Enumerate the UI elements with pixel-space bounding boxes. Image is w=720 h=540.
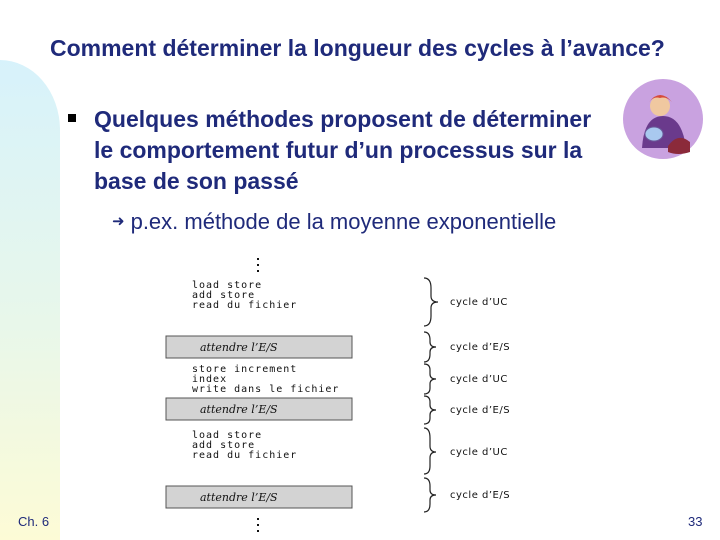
wait-io-label: attendre l’E/S — [200, 403, 278, 416]
cycle-label: cycle d’E/S — [450, 342, 511, 353]
cpu-io-burst-diagram — [160, 252, 560, 540]
io-burst-brace — [424, 396, 436, 424]
bullet-level2-text: p.ex. méthode de la moyenne exponentielle — [130, 209, 557, 234]
cycle-label: cycle d’E/S — [450, 405, 511, 416]
instruction-line: read du fichier — [192, 450, 298, 461]
top-ellipsis-dots — [257, 258, 259, 272]
instruction-line: store increment — [192, 364, 298, 375]
instruction-line: index — [192, 374, 228, 385]
io-burst-brace — [424, 332, 436, 362]
bullet-level2 — [112, 208, 556, 236]
slide-title: Comment déterminer la longueur des cycles à l’avance? — [50, 35, 665, 61]
instruction-line: add store — [192, 440, 256, 451]
instruction-line: write dans le fichier — [192, 384, 340, 395]
bottom-ellipsis-dots — [257, 518, 259, 532]
square-bullet-icon — [68, 114, 76, 122]
bullet-level1-text: Quelques méthodes proposent de déterminer le comportement futur d’un processus sur la base de son passé — [94, 106, 592, 194]
cpu-burst-brace — [424, 278, 438, 326]
cycle-label: cycle d’UC — [450, 297, 508, 308]
cpu-burst-brace — [424, 364, 436, 394]
instruction-line: add store — [192, 290, 256, 301]
bullet-level1 — [68, 104, 614, 197]
wait-io-label: attendre l’E/S — [200, 341, 278, 354]
cycle-label: cycle d’UC — [450, 447, 508, 458]
cycle-label: cycle d’E/S — [450, 490, 511, 501]
io-burst-brace — [424, 478, 436, 512]
chapter-footer: Ch. 6 — [18, 514, 50, 529]
wait-io-label: attendre l’E/S — [200, 491, 278, 504]
cycle-label: cycle d’UC — [450, 374, 508, 385]
cpu-burst-brace — [424, 428, 436, 474]
background-gradient-band — [0, 60, 60, 540]
instruction-line: load store — [192, 280, 263, 291]
instruction-line: load store — [192, 430, 263, 441]
page-number: 33 — [688, 514, 703, 529]
arrow-bullet-icon: ➜ — [112, 213, 125, 230]
fortune-teller-clipart — [620, 76, 706, 162]
instruction-line: read du fichier — [192, 300, 298, 311]
